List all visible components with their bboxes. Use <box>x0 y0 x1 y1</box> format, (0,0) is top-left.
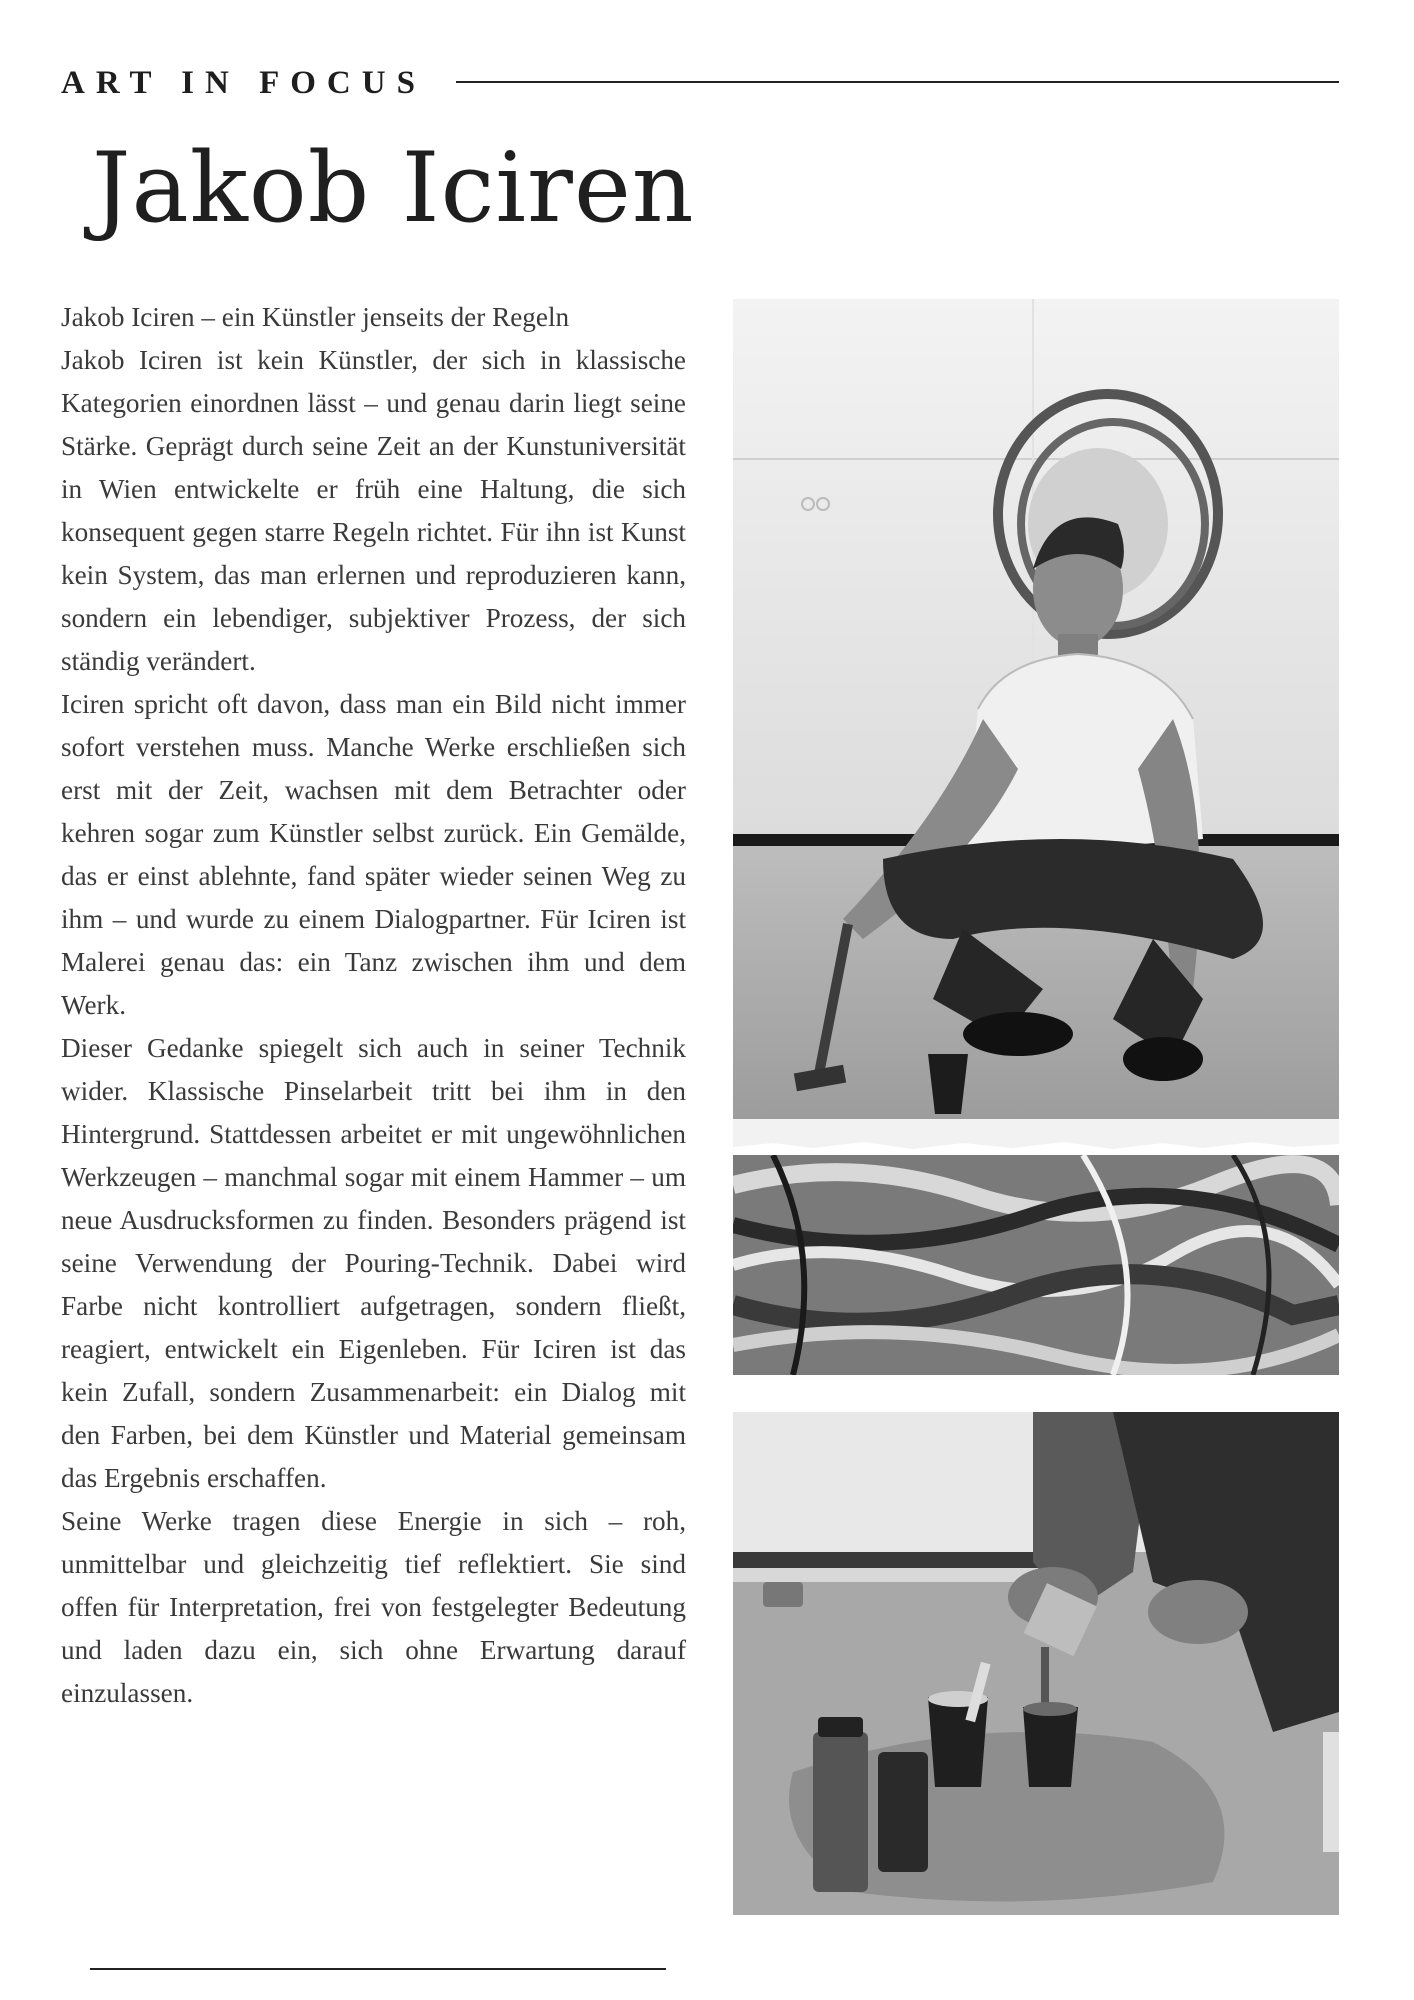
article-body <box>61 296 686 1715</box>
article-paragraph: Dieser Gedanke spiegelt sich auch in seiner Technik wider. Klassische Pinselarbeit tritt bei ihm in den Hintergrund. Stattdessen arbeitet er mit ungewöhnlichen Werkzeugen – manchmal sogar mit einem Hammer – um neue Ausdrucksformen zu finden. Besonders prägend ist seine Verwendung der Pouring-Technik. Dabei wird Farbe nicht kontrolliert aufgetragen, sondern fließt, reagiert, entwickelt ein Eigenleben. Für Iciren ist das kein Zufall, sondern Zusammenarbeit: ein Dialog mit den Farben, bei dem Künstler und Material gemeinsam das Ergebnis erschaffen. <box>61 1033 686 1493</box>
artist-portrait-photo <box>733 299 1339 1139</box>
footer-divider <box>90 1968 666 1970</box>
article-paragraph: Iciren spricht oft davon, dass man ein Bild nicht immer sofort verstehen muss. Manche Werke erschließen sich erst mit der Zeit, wachsen mit dem Betrachter oder kehren sogar zum Künstler selbst zurück. Ein Gemälde, das er einst ablehnte, fand später wieder seinen Weg zu ihm – und wurde zu einem Dialogpartner. Für Iciren ist Malerei genau das: ein Tanz zwischen ihm und dem Werk. <box>61 689 686 1020</box>
paint-pouring-photo <box>733 1412 1339 1915</box>
section-kicker: ART IN FOCUS <box>61 65 426 101</box>
article-paragraph: Jakob Iciren ist kein Künstler, der sich in klassische Kategorien einordnen lässt – und genau darin liegt seine Stärke. Geprägt durch seine Zeit an der Kunstuniversität in Wien entwickelte er früh eine Haltung, die sich konsequent gegen starre Regeln richtet. Für ihn ist Kunst kein System, das man erlernen und reproduzieren kann, sondern ein lebendiger, subjektiver Prozess, der sich ständig verändert. <box>61 345 686 676</box>
article-paragraph: Seine Werke tragen diese Energie in sich – roh, unmittelbar und gleichzeitig tief reflektiert. Sie sind offen für Interpretation, frei von festgelegter Bedeutung und laden dazu ein, sich ohne Erwartung darauf einzulassen. <box>61 1506 686 1708</box>
header-divider <box>456 81 1339 83</box>
page-title: Jakob Iciren <box>92 132 695 244</box>
article-lead: Jakob Iciren – ein Künstler jenseits der Regeln <box>61 302 570 332</box>
abstract-canvas-photo <box>733 1155 1339 1375</box>
